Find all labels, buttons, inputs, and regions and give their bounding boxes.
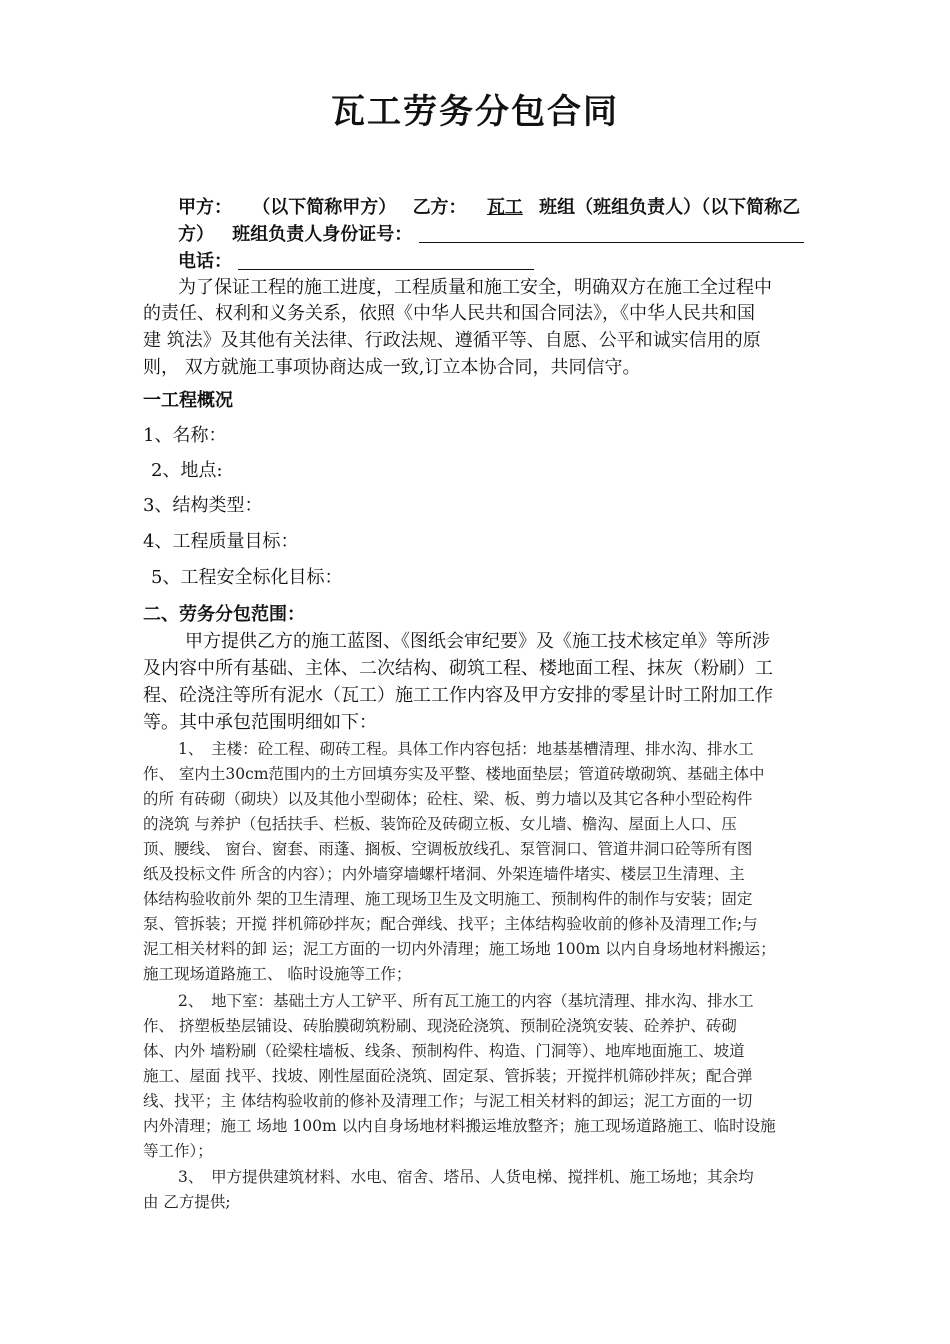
- scope-item-1-line: 泵、管拆装；开搅 拌机筛砂拌灰；配合弹线、找平；主体结构验收前的修补及清理工作;与: [143, 915, 758, 933]
- section-1-heading: 一工程概况: [143, 390, 233, 411]
- party-b-label: 乙方：: [412, 197, 467, 218]
- scope-item-3-line: 由 乙方提供;: [143, 1193, 231, 1211]
- overview-item-name: 1、名称：: [143, 425, 227, 446]
- overview-item-structure: 3、结构类型：: [143, 495, 263, 516]
- scope-item-2-line: 2、 地下室：基础土方人工铲平、所有瓦工施工的内容（基坑清理、排水沟、排水工: [178, 992, 754, 1010]
- party-b-alias-end: 方）: [178, 224, 214, 245]
- scope-item-1-line: 施工现场道路施工、 临时设施等工作；: [143, 965, 412, 983]
- phone-label: 电话：: [178, 251, 232, 272]
- overview-item-safety: 5、工程安全标化目标：: [151, 567, 343, 588]
- intro-line: 的责任、权利和义务关系，依照《中华人民共和国合同法》，《中华人民共和国: [143, 303, 755, 324]
- party-b-team: 班组（班组负责人）（以下简称乙: [539, 197, 801, 218]
- scope-item-2-line: 等工作）；: [143, 1142, 213, 1160]
- document-title: 瓦工劳务分包合同: [331, 92, 619, 132]
- scope-intro-line: 程、砼浇注等所有泥水（瓦工）施工工作内容及甲方安排的零星计时工附加工作: [143, 685, 773, 706]
- scope-item-1-line: 的浇筑 与养护（包括扶手、栏板、装饰砼及砖砌立板、女儿墙、檐沟、屋面上人口、压: [143, 815, 737, 833]
- phone-blank: [238, 251, 534, 270]
- intro-line: 则， 双方就施工事项协商达成一致,订立本协合同，共同信守。: [143, 357, 641, 378]
- scope-intro-line: 等。其中承包范围明细如下：: [143, 712, 377, 733]
- intro-line: 建 筑法》及其他有关法律、行政法规、遵循平等、自愿、公平和诚实信用的原: [143, 330, 761, 351]
- scope-item-1-line: 的所 有砖砌（砌块）以及其他小型砌体；砼柱、梁、板、剪力墙以及其它各种小型砼构件: [143, 790, 753, 808]
- overview-item-location: 2、地点:: [151, 460, 223, 481]
- scope-intro-line: 及内容中所有基础、主体、二次结构、砌筑工程、楼地面工程、抹灰（粉刷）工: [143, 658, 773, 679]
- scope-item-2-line: 作、 挤塑板垫层铺设、砖胎膜砌筑粉刷、现浇砼浇筑、预制砼浇筑安装、砼养护、砖砌: [143, 1017, 737, 1035]
- scope-item-2-line: 内外清理；施工 场地 100m 以内自身场地材料搬运堆放整齐；施工现场道路施工、临时设施: [143, 1117, 776, 1135]
- scope-item-1-line: 纸及投标文件 所含的内容）；内外墙穿墙螺杆堵洞、外架连墙件堵实、楼层卫生清理、主: [143, 865, 745, 883]
- scope-item-1-line: 顶、腰线、 窗台、窗套、雨蓬、搁板、空调板放线孔、泵管洞口、管道井洞口砼等所有图: [143, 840, 753, 858]
- id-number-blank: [419, 224, 804, 243]
- party-a-alias: （以下简称甲方）: [252, 197, 397, 218]
- party-a-label: 甲方：: [178, 197, 232, 218]
- scope-item-2-line: 体、内外 墙粉刷（砼梁柱墙板、线条、预制构件、构造、门洞等）、地库地面施工、坡道: [143, 1042, 745, 1060]
- scope-item-2-line: 线、找平；主 体结构验收前的修补及清理工作；与泥工相关材料的卸运；泥工方面的一切: [143, 1092, 753, 1110]
- party-b-trade: 瓦工: [486, 197, 523, 218]
- scope-item-1-line: 泥工相关材料的卸 运；泥工方面的一切内外清理；施工场地 100m 以内自身场地材料搬运；: [143, 940, 776, 958]
- id-number-label: 班组负责人身份证号：: [232, 224, 413, 245]
- overview-item-quality: 4、工程质量目标：: [143, 531, 299, 552]
- party-line-2: [178, 220, 804, 246]
- scope-item-3-line: 3、 甲方提供建筑材料、水电、宿舍、塔吊、人货电梯、搅拌机、施工场地；其余均: [178, 1168, 754, 1186]
- intro-line: 为了保证工程的施工进度，工程质量和施工安全，明确双方在施工全过程中: [178, 277, 772, 298]
- scope-item-2-line: 施工、屋面 找平、找坡、刚性屋面砼浇筑、固定泵、管拆装；开搅拌机筛砂拌灰；配合弹: [143, 1067, 753, 1085]
- party-line-3: [178, 247, 534, 273]
- section-2-heading: 二、劳务分包范围：: [143, 604, 305, 625]
- scope-item-1-line: 作、 室内土30cm范围内的土方回填夯实及平整、楼地面垫层；管道砖墩砌筑、基础主体中: [143, 765, 765, 783]
- party-line-1: [178, 193, 800, 219]
- scope-item-1-line: 体结构验收前外 架的卫生清理、施工现场卫生及文明施工、预制构件的制作与安装；固定: [143, 890, 753, 908]
- scope-item-1-line: 1、 主楼：砼工程、砌砖工程。具体工作内容包括：地基基槽清理、排水沟、排水工: [178, 740, 754, 758]
- scope-intro-line: 甲方提供乙方的施工蓝图、《图纸会审纪要》及《施工技术核定单》等所涉: [185, 631, 770, 652]
